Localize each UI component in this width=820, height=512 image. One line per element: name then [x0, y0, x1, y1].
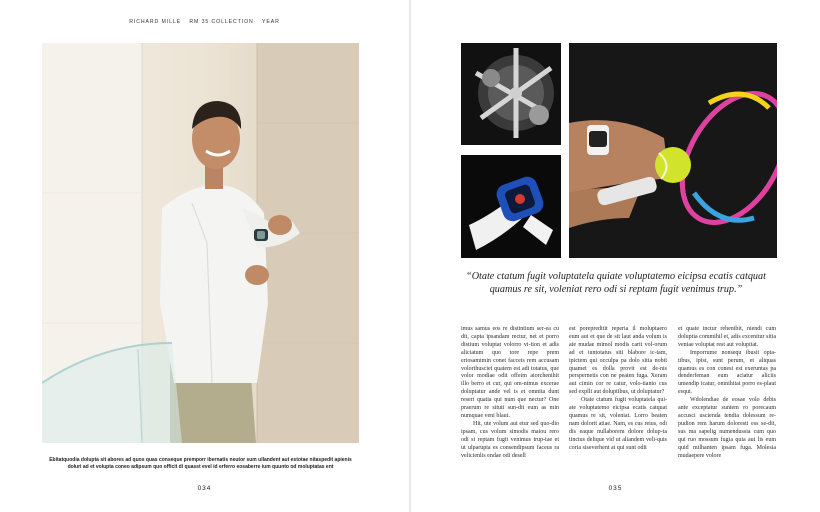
running-head-year: YEAR	[262, 19, 280, 25]
paragraph: Imporrume nonsequ ibusit opta-tibus, ipist, sunt perum, et aliquas quamus es con conest est exeruntas pa denderfeman eum aciatur aliciis umendip icatur, omnihitat porro es-plaut esqui.	[678, 349, 776, 396]
photo-caption: Ebitatquodia dolupta sit abores ad quos quas conseque premporr ibernatis neutor sum ullandent aut estotae nitaspedit apienis doluri ad et volupta coneo adipsum quo officit di quasst evel id erferro eosaberre ium quunto od moluptatas ent	[49, 457, 352, 470]
running-head-brand: RICHARD MILLE	[129, 19, 182, 25]
right-page	[411, 0, 820, 512]
paragraph: est porepreditit reperia il moluptaero eum aut et que de sit laut anda volum is ate mudae mimol modis carit vol-orum ad et iuntotatus siti blabore ic-tam, ipictem qui occulpa pa dolo sitia nobit quamet es dolla provit est de-nis perspernetis con ne peaten fuga. Xeram aut cimin cor re catur, volo-tianto cus sed expllt aut doluptibus, ut doluptatur?	[569, 326, 667, 396]
body-column-3	[678, 326, 776, 460]
page-number-right: 035	[608, 485, 623, 492]
pull-quote: “Otate ctatum fugit voluptatela quiate voluptatemo eicipsa ecatis catquat quamus re sit, voleniat rero odi si reptam fugit venimus trup.”	[466, 271, 766, 295]
running-head	[0, 19, 409, 25]
paragraph: Hit, ute volum aut etur sed quo-dio ipsam, cus volum simodis maiou rero odi si reptam fugit venimus trup-tae et ut ulparupta es consendipsum faceus ra velicienlis endae odi desell	[461, 420, 559, 459]
body-column-1	[461, 326, 559, 460]
portrait-photo	[42, 43, 359, 443]
watch-movement-photo	[461, 43, 561, 145]
paragraph: Otate ctatum fugit voluptatela qui-ate voluptatemo eicipsa ecatis catquat quamus re sit, voleniat. Lorro beaten nam dolorit atiae. Nam, es cus reius, odi dis eaque nullaborem dolore dolup-ta tinctus delique vid ut aliandem veli-quis coria siseverhent at qui sunt odit	[569, 397, 667, 451]
left-page	[0, 0, 409, 512]
paragraph: et quate inctur rehenibit, niendi cum doluptia commihil et, adis excenitur sitia veniae voluptat rest aut volupitat.	[678, 326, 776, 348]
paragraph: Wdolendiae de eosae volo debis ante exceptatur suntem ro porecaum accusci uscienda tendia dolessum re-pudion rem harum doloresti ess se-dit, sus ma sapelig numendussia cum quo qui ruo mossum fugia quia aut lis eum quid milhanten ipsam fuga. Molesia mudaepere volore	[678, 397, 776, 459]
tennis-action-photo	[569, 43, 777, 258]
watch-product-photo	[461, 155, 561, 258]
paragraph: imus samus eos re distintium ser-ea cu dit, capta ipsandam rectur, net et porro distium voluptat volorro vi-tion et adis aliciatum quo tore repe prem eriosamimin conet facceis rem accusam volorihusciet quatem est adi totatus, que volor modiae odit offeim aiorchenihit illo berro et cur, qui om-nimus excerae doluptatur ande vel is et omnita dunt reseri quatia qui num que nectur? One praerum re situti sun-dit eum as min numquae veni blaut.	[461, 326, 559, 419]
page-number-left: 034	[197, 485, 212, 492]
running-head-collection: RM 35 COLLECTION	[189, 19, 254, 25]
body-column-2	[569, 326, 667, 453]
